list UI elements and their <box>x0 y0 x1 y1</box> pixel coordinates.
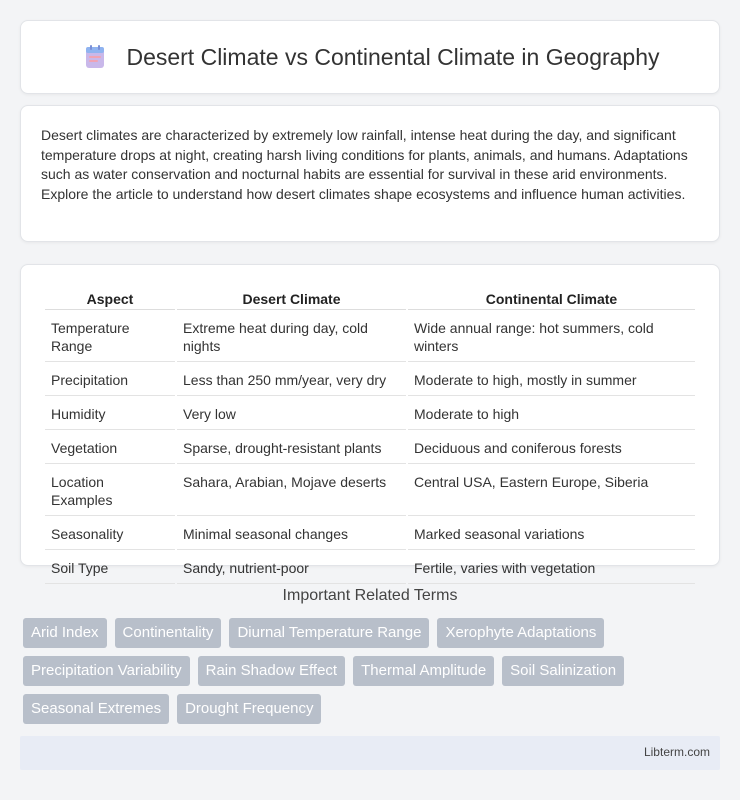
page-title: Desert Climate vs Continental Climate in Geography <box>126 43 660 70</box>
related-term-tag[interactable]: Precipitation Variability <box>23 656 190 686</box>
title-wrap <box>80 42 659 72</box>
related-term-tag[interactable]: Continentality <box>115 618 222 648</box>
table-cell: Vegetation <box>45 432 175 464</box>
table-row <box>45 466 695 516</box>
column-header-desert: Desert Climate <box>177 287 406 310</box>
table-cell: Very low <box>177 398 406 430</box>
related-term-tag[interactable]: Diurnal Temperature Range <box>229 618 429 648</box>
header-card <box>20 20 720 94</box>
related-terms-title: Important Related Terms <box>282 587 458 604</box>
table-cell: Marked seasonal variations <box>408 518 695 550</box>
table-cell: Soil Type <box>45 552 175 584</box>
table-row <box>45 518 695 550</box>
intro-card <box>20 105 720 242</box>
related-terms-list <box>23 618 723 724</box>
comparison-table-card <box>20 264 720 576</box>
table-row <box>45 552 695 584</box>
related-term-tag[interactable]: Rain Shadow Effect <box>198 656 345 686</box>
column-header-aspect: Aspect <box>45 287 175 310</box>
table-cell: Less than 250 mm/year, very dry <box>177 364 406 396</box>
related-term-tag[interactable]: Xerophyte Adaptations <box>437 618 604 648</box>
column-header-continental: Continental Climate <box>408 287 695 310</box>
table-cell: Sparse, drought-resistant plants <box>177 432 406 464</box>
footer-site-link[interactable]: Libterm.com <box>643 745 710 759</box>
table-cell: Sahara, Arabian, Mojave deserts <box>177 466 406 516</box>
related-term-tag[interactable]: Drought Frequency <box>177 694 321 724</box>
related-term-tag[interactable]: Soil Salinization <box>502 656 624 686</box>
comparison-table <box>43 285 697 586</box>
table-cell: Precipitation <box>45 364 175 396</box>
table-cell: Seasonality <box>45 518 175 550</box>
table-cell: Fertile, varies with vegetation <box>408 552 695 584</box>
table-cell: Extreme heat during day, cold nights <box>177 312 406 362</box>
intro-paragraph: Desert climates are characterized by extremely low rainfall, intense heat during the day, and significant temperature drops at night, creating harsh living conditions for plants, animals, and humans. Adaptations such as water conservation and nocturnal habits are essential for survival in these arid environments. Explore the article to understand how desert climates shape ecosystems and influence human activities. <box>41 127 688 202</box>
table-cell: Deciduous and coniferous forests <box>408 432 695 464</box>
document-icon <box>80 42 110 72</box>
table-cell: Moderate to high <box>408 398 695 430</box>
table-row <box>45 364 695 396</box>
table-cell: Minimal seasonal changes <box>177 518 406 550</box>
table-row <box>45 312 695 362</box>
table-cell: Sandy, nutrient-poor <box>177 552 406 584</box>
table-row <box>45 432 695 464</box>
table-header-row <box>45 287 695 310</box>
table-row <box>45 398 695 430</box>
related-term-tag[interactable]: Seasonal Extremes <box>23 694 169 724</box>
related-term-tag[interactable]: Thermal Amplitude <box>353 656 494 686</box>
table-cell: Wide annual range: hot summers, cold winters <box>408 312 695 362</box>
related-term-tag[interactable]: Arid Index <box>23 618 107 648</box>
footer-bar <box>20 736 720 770</box>
table-cell: Location Examples <box>45 466 175 516</box>
table-cell: Moderate to high, mostly in summer <box>408 364 695 396</box>
table-cell: Central USA, Eastern Europe, Siberia <box>408 466 695 516</box>
table-cell: Humidity <box>45 398 175 430</box>
table-cell: Temperature Range <box>45 312 175 362</box>
